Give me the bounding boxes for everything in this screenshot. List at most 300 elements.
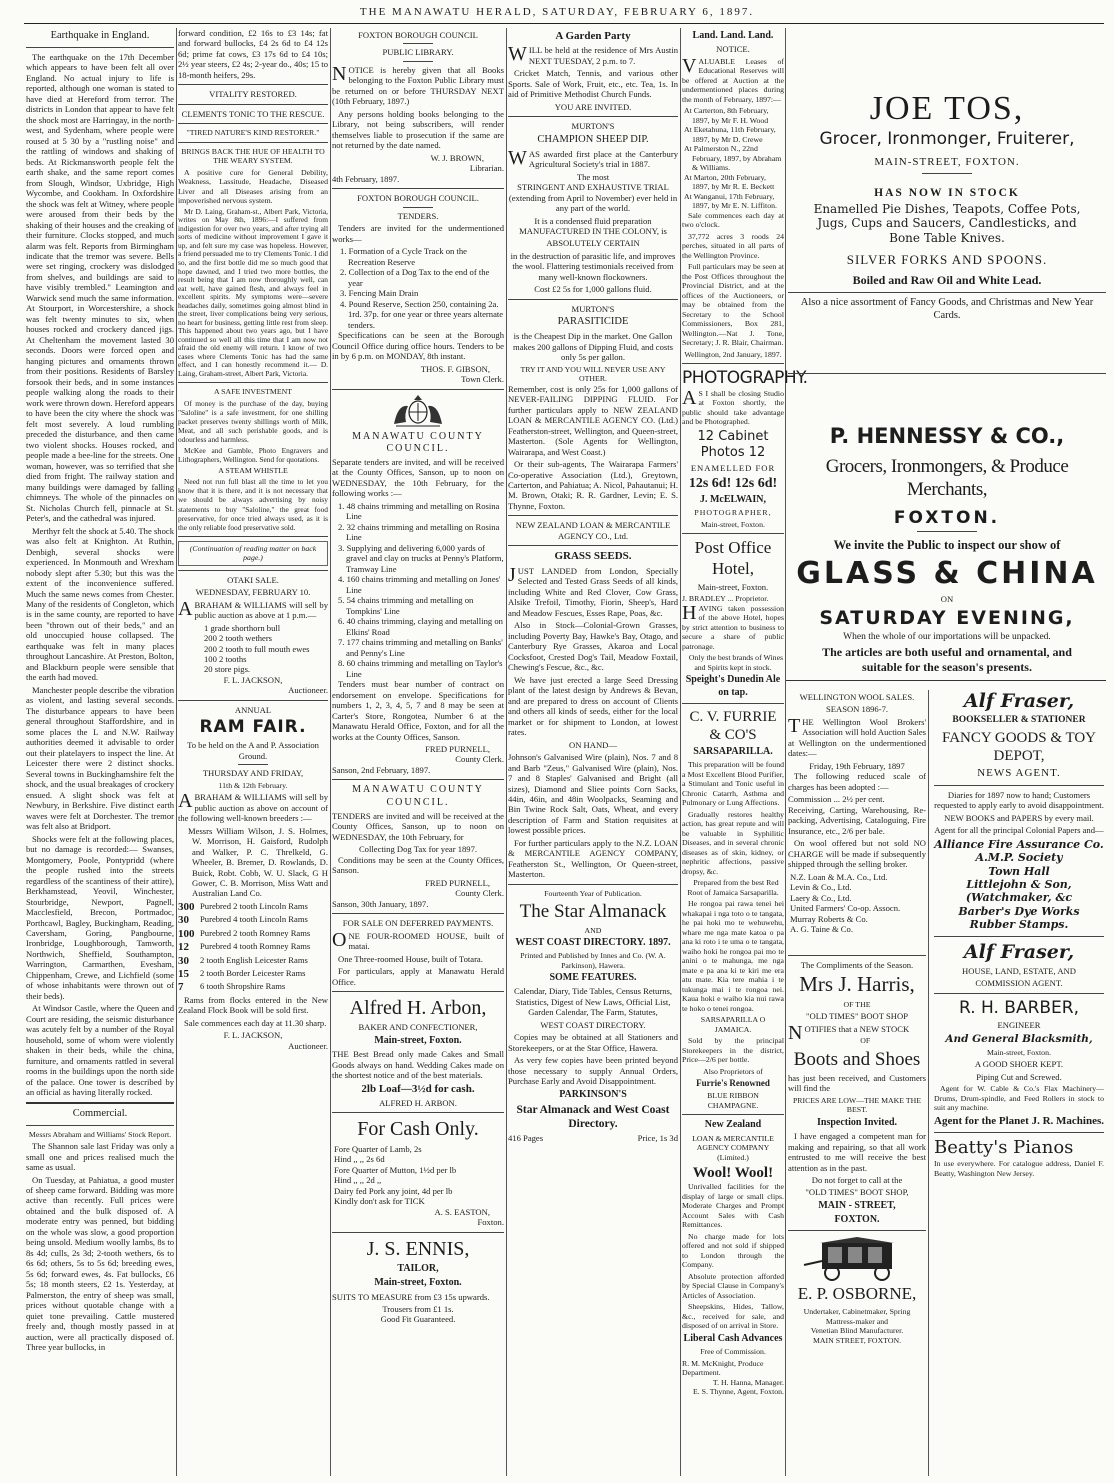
arbon-sign: ALFRED H. ARBON. (379, 1098, 457, 1108)
photography-head: PHOTOGRAPHY. (682, 368, 808, 389)
ram-date-2: 11th & 12th February. (218, 780, 288, 790)
column-earthquake (26, 28, 174, 1476)
mcc2-cond: Conditions may be seen at the County Offices, Sanson. (332, 854, 504, 876)
enamelled: ENAMELLED FOR (690, 462, 776, 473)
otaki-sign-title: Auctioneer. (288, 685, 328, 696)
wool-season: SEASON 1896-7. (825, 704, 889, 715)
hennessy-name: P. HENNESSY & CO., (829, 423, 1065, 448)
arbon-street: Main-street, Foxton. (374, 1034, 462, 1046)
wcd-head: WEST COAST DIRECTORY. (540, 1019, 646, 1030)
column-ads-6-top (788, 28, 1106, 678)
shoer: A GOOD SHOER KEPT. (974, 1059, 1064, 1070)
land-head: Land. Land. Land. (692, 30, 774, 41)
brokers-body: THE Wellington Wool Brokers' Association will hold Auction Sales at Wellington on the undermentioned dates:— (788, 714, 926, 759)
library-body-2: Any persons holding books belonging to the Library, not being subscribers, will render themselves liable to prosecution if the same are not returned by the date named. (332, 108, 504, 151)
barbers-line: Barber's Dye Works (958, 904, 1080, 918)
wool-body: Unrivalled facilities for the display of large or small clips. Moderate Charges and Prompt Account Sales with Cash Remittances. (682, 1182, 784, 1230)
planet-line: Agent for the Planet J. R. Machines. (934, 1114, 1104, 1127)
continuation-note: (Continuation of reading matter on back page.) (178, 541, 328, 566)
list-item: Murray Roberts & Co. (790, 913, 868, 924)
otaki-sign: F. L. JACKSON, (223, 674, 283, 685)
column-rule (176, 28, 177, 1476)
ram-entered: Rams from flocks entered in the New Zealand Flock Book will be sold first. (178, 994, 328, 1016)
mcc-date: Sanson, 2nd February, 1897. (332, 764, 431, 775)
list-item: United Farmers' Co-op. Assocn. (790, 903, 901, 914)
stock-report-subhead: Messrs Abraham and Williams' Stock Report. (28, 1129, 172, 1139)
prices-low: PRICES ARE LOW—THE MAKE THE BEST. (792, 1095, 922, 1115)
column-ads-5 (682, 28, 808, 1476)
agent-cable: Agent for W. Cable & Co.'s Flax Machinery—Drums, Drum-spindle, and Feed Rollers in stock to suit any machine. (934, 1084, 1104, 1113)
unpacked-line: When the whole of our importations will be unpacked. (843, 631, 1051, 642)
cash-sign-place: Foxton. (477, 1217, 504, 1228)
commercial-paragraph: On Tuesday, at Pahiatua, a good muster of sheep came forward. Bidding was more active than recently. Full prices were obtained and the bulk disposed of. A moderate entry was penned, but bidding on the whole was slow, a good proportion being unsold. Medium woolly lambs, 8s to 8s 4d; culls, 2s 3d; 2-tooth wethers, 6s to 6s 6d; others, 5s to 5s 6d; breeding ewes, 5s 6d; forward ewes, 4s. Fat bullocks, £6 5s; 18 month steers, £2 1s. Yesterday, at Palmerston, the entry of sheep was small, prices without quotable change with a quiet tone prevailing. Cattle mustered freely and, though mostly passed in at auction, were all practically disposed of. Three year bullocks, in (26, 1174, 174, 1353)
osborne-venetian: Venetian Blind Manufacturer. (810, 1326, 904, 1336)
otaki-items (202, 623, 328, 675)
stock-head: HAS NOW IN STOCK (874, 186, 1020, 199)
article-paragraph: The earthquake on the 17th December which appears to have been felt all over England. No actual injury to life is reported, although one woman is stated to have died at Hereford from terror. The districts in London that appear to have felt the shock most are Harringay, in the north-west, and Sydenham, where people were roused at 5 30 by a "rustling noise" and the rattling of windows and shaking of beds. At Rickmansworth people felt the earth shake, and the same report comes from Slough, Windsor, Uxbridge, High Wycombe, and Cookham. In Oxfordshire the shock was felt at Witney, where people were aroused from their beds by the shaking of their houses and the creaking of their furniture. Clocks stopped, and much alarm was felt. Reports from Birmingham indicate that the tremor was severe. Bells were set ringing, crockery was dislodged from shelves, and buildings are said to have visibly trembled." Leamington and Warwick send much the same information. At Stourport, in Worcestershire, a shock was felt twenty minutes to six, when houses rocked and crockery danced jigs. At Cheltenham the movement lasted 30 seconds. Doors were forced open and hanging pictures and ornaments thrown from their positions. Residents of Barsley forsook their beds, and in some instances people walking along the roads to their work were thrown down. Hereford appears to have been the city where the shock was felt most severely. A loud rumbling preceded the disturbance, and then came two violent shocks. Houses rocked, and people made a bee-line for the streets. One woman, however, was so terrified that she died from fright. The railway station and many buildings were damaged by falling chimneys. The whole of the pinnacles on St. Nicholas Church fell, pinnacle at St. Peter's, and the cathedral was injured. (26, 51, 174, 524)
grass-body: JUST LANDED from London, Specially Selected and Tested Grass Seeds of all kinds, including White and Red Clover, Cow Grass, Alsike Trefoil, Timothy, Fiorin, Sheep's, Hard and Meadow Fescues, Esses Rape, Poas, &c. (508, 563, 678, 618)
free-commission: Free of Commission. (700, 1347, 766, 1357)
otaki-head: OTAKI SALE. (227, 574, 279, 585)
vitality-head: VITALITY RESTORED. (209, 89, 297, 100)
brokers-list (788, 872, 926, 935)
sale-body-2: One Three-roomed House, built of Totara. (338, 953, 483, 964)
article-paragraph: Merthyr felt the shock at 5.40. The shock was also felt at Knighton. At Ruthin, Denbigh, several shocks were experienced. In Monmouth and Wrexham nobody slept after 5.30; but this was the extent of the inconvenience suffered. Much the same news comes from Chester. Many of the residents of Congleton, which is in the same county, are reported to have been "thrown out of their beds," and an old unoccupied house collapsed. The earthquake was felt in many places throughout Lancashire. At Preston, Bolton, and Blackburn people were sensible that the earth had moved. (26, 525, 174, 683)
land-auctions (682, 106, 784, 211)
compliments: The Compliments of the Season. (800, 959, 914, 970)
coat-of-arms-icon (332, 394, 504, 428)
photographer: PHOTOGRAPHER, (694, 508, 772, 518)
littlejohn-line: Littlejohn & Son, (Watchmaker, &c (965, 877, 1073, 905)
onhand-body: Johnson's Galvanised Wire (plain), Nos. 7 and 8 and Barb "Zeus," Galvanised Wire (plain), Nos. 7 and 8 Staples' Galvanised and Bright (all sizes), Diamond and Sliee points Corn Sacks, 44in, 46in, and 48in Woolpacks, Seaming and Bin Twine Rock Salt, Oats, Wheat, and every description of Farm and Station requisites at lowest possible prices. (508, 752, 678, 836)
received-line: has just been received, and Customers will find the (788, 1072, 926, 1094)
tonic-body: A positive cure for General Debility, Weakness, Lassitude, Headache, Diseased Liver and all Diseases arising from an impoverished nervous system. (178, 167, 328, 206)
parasiticide-body: is the Cheapest Dip in the market. One Gallon makes 200 gallons of Dipping Fluid, and costs only 5s per gallon. (513, 331, 673, 363)
list-item: 1 grade shorthorn bull (204, 622, 281, 633)
article-paragraph: Manchester people describe the vibration as violent, and lasting several seconds. The disturbance appears to have been general throughout Staffordshire, and in some places the L and N.W. Railway authorities deemed it advisable to order out their platelayers to inspect the line. At Leicester there were 2 distinct shocks. Several towns in Buckinghamshire felt the shock, and the usual breakages of crockery ensued. A slight shock was felt at Newbury, in Berkshire. Five distinct earth waves were felt at Dorchester. The tremor was felt also at Bridport. (26, 684, 174, 832)
old-times: "OLD TIMES" BOOT SHOP (806, 1011, 908, 1022)
ennis-fit: Good Fit Guaranteed. (380, 1314, 456, 1325)
star-wcd: WEST COAST DIRECTORY. 1897. (515, 937, 671, 949)
mcc-list (336, 501, 504, 679)
library-date: 4th February, 1897. (332, 173, 400, 184)
bookseller: BOOKSELLER & STATIONER (952, 715, 1086, 726)
library-sign: W. J. BROWN, (430, 152, 484, 163)
sale-body: ONE FOUR-ROOMED HOUSE, built of matai. (332, 928, 504, 952)
photography-body: AS I shall be closing Studio at Foxton shortly, the public should take advantage and be Photographed. (682, 386, 784, 427)
hotel-wines: Only the best brands of Wines and Spirits kept in stock. (688, 653, 784, 672)
murton-absolute: ABSOLUTELY CERTAIN (546, 238, 640, 249)
column-ads-6-right (934, 690, 1104, 1476)
grass-also: Also in Stock—Colonial-Grown Grasses, including Poverty Bay, Hawke's Bay, Otago, and Canterbury Rye Grasses, Akaroa and Local Cocksfoot, Crested Dog's Tail, Meadow Foxtail, Chewing's Fescue, &c., &c. (508, 620, 678, 673)
ram-fair-title: RAM FAIR. (199, 717, 307, 738)
mcc2-body-2: Collecting Dog Tax for year 1897. (358, 844, 478, 855)
list-item: Dairy fed Pork any joint, 4d per lb (334, 1185, 453, 1196)
parkinson-head: PARKINSON'S (559, 1088, 627, 1100)
list-item: 3. Fencing Main Drain (340, 288, 419, 299)
agent-for: Agent for all the principal Colonial Papers and— (934, 825, 1104, 836)
list-item: 200 2 tooth to full mouth ewes (204, 643, 310, 654)
sarsaparilla-jamaica: SARSAPARILLA O JAMAICA. (700, 1015, 766, 1034)
mcc-sign-title: County Clerk. (455, 754, 504, 765)
alliance-line: Alliance Fire Assurance Co. (934, 837, 1104, 851)
star-almanack-head: The Star Almanack (519, 901, 667, 923)
parkinson-title: Star Almanack and West Coast Directory. (516, 1103, 670, 1130)
column-rule (680, 28, 681, 1476)
forget-line: Do not forget to call at the (811, 1174, 903, 1185)
sarsaparilla-body: This preparation will be found a Most Excellent Blood Purifier, a Stimulant and Tonic useful in Chronic Catarrh, Asthma and Pulmonary or Lung Affections. (682, 760, 784, 808)
list-item: Fore Quarter of Mutton, 1½d per lb (334, 1164, 457, 1175)
foxton-2: FOXTON. (834, 1214, 880, 1226)
murton-caps: STRINGENT AND EXHAUSTIVE TRIAL (extending from April to November) ever held in any part of the world. (508, 182, 678, 214)
sarsaparilla-sold: Sold by the principal Storekeepers in the district, Price—2/6 per bottle. (682, 1036, 784, 1065)
murton-fluid: It is a condensed fluid preparation MANUFACTURED IN THE COLONY, is (519, 215, 667, 236)
star-footer (508, 1133, 678, 1143)
amp-line: A.M.P. Society (975, 851, 1063, 865)
column-rule (330, 28, 331, 1476)
ram-row: 100 Purebred 2 tooth Romney Rams (178, 927, 311, 940)
beatty-body: In use everywhere. For catalogue address, Daniel F. Beatty, Washington New Jersey. (934, 1159, 1104, 1178)
library-body: NOTICE is hereby given that all Books belonging to the Foxton Public Library must be returned on or before THURSDAY NEXT (10th February, 1897.) (332, 62, 504, 107)
grass-dressing: We have just erected a large Seed Dressing plant of the latest design by Andrews & Bevan, and are prepared to dress on account of Clients and others all kinds of seeds, either for the local market or for shipment to London, at lowest rates. (508, 674, 678, 738)
murton-cost: Cost £2 5s for 1,000 gallons fluid. (534, 284, 652, 295)
speight-ale: Speight's Dunedin Ale on tap. (685, 674, 781, 698)
onhand-head: ON HAND— (569, 739, 617, 750)
articles-line: The articles are both useful and ornamental, and suitable for the season's presents. (822, 645, 1072, 674)
list-item: At Wanganui, 17th February, 1897, by Mr E. N. Liffiton. (684, 191, 777, 211)
wool-body-3: Absolute protection afforded by Special Clause in Company's Articles of Association. (682, 1271, 784, 1300)
engaged-body: I have engaged a competent man for making and repairing, so that all work entrusted to me will receive the best attention as in the past. (788, 1131, 926, 1173)
arbon-body: THE Best Bread only made Cakes and Small Goods always on hand. Wedding Cakes made on the shortest notice and of the best materials. (332, 1049, 504, 1081)
beatty-ad (934, 1137, 1104, 1159)
hearse-icon (788, 1235, 926, 1281)
diaries-line: Diaries for 1897 now to hand; Customers requested to apply early to avoid disappointment. (934, 789, 1104, 811)
ram-sale: Sale commences each day at 11.30 sharp. (184, 1017, 327, 1028)
inspection-invited: Inspection Invited. (816, 1116, 897, 1128)
osborne-name: E. P. OSBORNE, (797, 1284, 917, 1304)
list-item: 200 2 tooth wethers (204, 633, 273, 644)
list-item: 6. 40 chains trimming, claying and metalling on Elkins' Road (338, 616, 503, 637)
receiving-line: Receiving, Carting, Warehousing, Re-packing, Advertising, Cataloguing, Fire Insurance, etc., 2/6 per bale. (788, 804, 926, 836)
silver-head: SILVER FORKS AND SPOONS. (846, 251, 1048, 267)
wool-sales-head: WELLINGTON WOOL SALES. (799, 692, 915, 702)
commission-agent: COMMISSION AGENT. (975, 978, 1063, 989)
murton-destruction: in the destruction of parasitic life, and improves the wool. Flattering testimonials received from many well-known flockowners. (510, 250, 676, 282)
ram-row: 300 Purebred 2 tooth Lincoln Rams (178, 900, 308, 913)
parasiticide-try: TRY IT AND YOU WILL NEVER USE ANY OTHER. (520, 364, 666, 384)
of-line: OF (860, 1036, 871, 1046)
garden-head: A Garden Party (555, 30, 631, 42)
list-item: At Carterton, 8th February, 1897, by Mr F. H. Wood (684, 106, 769, 125)
tenders-head: FOXTON BOROUGH COUNCIL. (357, 193, 479, 204)
list-item: Hind ,, ,, 2s 6d (334, 1154, 385, 1165)
townhall-line: Town Hall (988, 864, 1050, 878)
land-date: Wellington, 2nd January, 1897. (684, 349, 782, 359)
oil-head: Boiled and Raw Oil and White Lead. (852, 273, 1042, 288)
cabinet-photos: 12 Cabinet Photos 12 (697, 428, 769, 460)
list-item: Kindly don't ask for TICK (334, 1196, 425, 1207)
stock-items: Enamelled Pie Dishes, Teapots, Coffee Pots, Jugs, Cups and Saucers, Candlesticks, and Bone Table Knives. (813, 201, 1081, 245)
list-item: 4. 160 chains trimming and metalling on Jones' Line (338, 574, 501, 595)
ram-sign: F. L. JACKSON, (223, 1030, 283, 1041)
barber-street: Main-street, Foxton. (987, 1047, 1051, 1057)
column-rule (785, 28, 786, 1476)
ram-sign-title: Auctioneer. (288, 1040, 328, 1051)
land-acres: 37,772 acres 3 roods 24 perches, situated in all parts of the Wellington Province. (682, 231, 784, 260)
ennis-street: Main-street, Foxton. (374, 1277, 462, 1289)
arbon-name: Alfred H. Arbon, (349, 997, 487, 1020)
joe-tos-also: Also a nice assortment of Fancy Goods, and Christmas and New Year Cards. (800, 296, 1094, 321)
features-head: SOME FEATURES. (549, 972, 637, 984)
list-item: Fore Quarter of Lamb, 2s (334, 1143, 422, 1154)
list-item: Hind ,, ,, 2d ,, (334, 1175, 382, 1186)
tenders-sub: TENDERS. (397, 210, 439, 221)
garden-invite: YOU ARE INVITED. (554, 101, 632, 112)
star-and: AND (584, 925, 602, 935)
grass-head: GRASS SEEDS. (554, 550, 632, 563)
ram-breeders: Messrs William Wilson, J. S. Holmes, W. Morrison, H. Gaisford, Rudolph and Walker, P. C. Threlkeld, G. Wheeler, B. Bremer, D. Rowlands, D. Buick, Robt. Cobb, W. U. Slack, G H Gower, C. B. Morrison, Miss Watt and Australian Land Co. (188, 825, 328, 899)
engravers-ad: McKee and Gamble, Photo Engravers and Lithographers, Wellington. Send for quotations. (178, 445, 328, 464)
column-ads-6-left (788, 690, 926, 1476)
photo-price: 12s 6d! 12s 6d! (688, 476, 778, 492)
mcc2-head: MANAWATU COUNTY COUNCIL. (352, 784, 484, 808)
brings-head: BRINGS BACK THE HUE OF HEALTH TO THE WEARY SYSTEM. (181, 146, 325, 166)
hennessy-place: FOXTON. (893, 507, 1001, 528)
features-body: Calendar, Diary, Tide Tables, Census Returns, Statistics, Digest of New Laws, Official List, Garden Calendar, The Farm, Statutes, (513, 986, 673, 1018)
hanna: T. H. Hanna, Manager. (712, 1377, 784, 1387)
investment-head: A SAFE INVESTMENT (214, 387, 292, 397)
list-item: Laery & Co., Ltd. (790, 892, 852, 903)
list-item: 2. Collection of a Dog Tax to the end of the year (340, 267, 490, 288)
tenders-list (338, 246, 504, 330)
ram-row: 15 2 tooth Border Leicester Rams (178, 967, 306, 980)
ram-row: 7 6 tooth Shropshire Rams (178, 981, 286, 994)
steam-head: A STEAM WHISTLE (218, 465, 288, 475)
ennis-body: SUITS TO MEASURE from £3 15s upwards. (332, 1291, 490, 1302)
commercial-paragraph: The Shannon sale last Friday was only a small one and prices realised much the same as usual. (26, 1141, 174, 1173)
otaki-body: ABRAHAM & WILLIAMS will sell by public auction as above at 1 p.m.— (178, 597, 328, 621)
mcc2-date: Sanson, 30th January, 1897. (332, 898, 429, 909)
column-rule (506, 28, 507, 1476)
clements-head: CLEMENTS TONIC TO THE RESCUE. (181, 108, 325, 119)
mcc-tail: Tenders must bear number of contract on endorsement on envelope. Specifications for numbers 1, 2, 3, 4, 5, 7 and 8 may be seen at Carter's Store, Rongotea, Number 6 at the Manawatu Herald Office, Foxton, and for all the works at the County Offices, Sanson. (332, 679, 504, 742)
glass-china: GLASS & CHINA (796, 555, 1098, 591)
boots-shoes: Boots and Shoes (793, 1048, 921, 1070)
ram-body: ABRAHAM & WILLIAMS will sell by public auction as above on account of the following well-known breeders :— (178, 790, 328, 824)
house-land: HOUSE, LAND, ESTATE, AND (962, 965, 1076, 976)
engineer: ENGINEER (997, 1020, 1041, 1031)
osborne-street: MAIN STREET, FOXTON. (812, 1335, 902, 1345)
onhand-apply: For further particulars apply to the N.Z. LOAN & MERCANTILE AGENCY COMPANY, Featherston St., Wellington, Or Queen-street, Masterton. (508, 837, 678, 880)
old-times-2: "OLD TIMES" BOOT SHOP, (805, 1187, 909, 1198)
tonic-testimonial: Mr D. Laing, Graham-st., Albert Park, Victoria, writes on May 8th, 1896:—I suffered from indigestion for over two years, and after trying all sorts of medicine without improvement I gave it up, and felt sure my case was hopeless. However, a friend persuaded me to try Clements Tonic. I did so, and the first bottle did me so much good that hope dawned, and I tried two more bottles, the result being that I am now thoroughly well, can eat well, have gained flesh, and always feel in excellent spirits. My symptoms were—severe headaches daily, sometimes going almost blind in the street, liver complications being very serious, no heart for business, getting little rest from sleep. This happened about two years ago, but I have continued so well all this time that I am now not afraid the old enemy will return. I know of two cases where Clements Tonic has had the same effect, and I can honestly recommend it.— D. Laing, Graham-street, Albert Park, Victoria. (178, 206, 328, 378)
murton-body: WAS awarded first place at the Canterbury Agricultural Society's trial in 1887. (508, 146, 678, 170)
list-item: 5. 54 chains trimming and metalling on Tompkins' Line (338, 595, 474, 616)
earthquake-headline: Earthquake in England. (50, 30, 150, 41)
ram-list (178, 901, 328, 995)
parasiticide: PARASITICIDE (557, 316, 629, 328)
ennis-name: J. S. ENNIS, (366, 1237, 470, 1260)
star-printed: Printed and Published by Innes and Co. (W. A. Parkinson), Hawera. (520, 951, 666, 970)
joe-tos-trade: Grocer, Ironmonger, Fruiterer, (819, 129, 1075, 150)
hennessy-trade: Grocers, Ironmongers, & Produce Merchants, (825, 456, 1069, 501)
section-rule (786, 680, 1106, 681)
list-item: At Palmerston N., 22nd February, 1897, by Abraham & Williams. (684, 144, 782, 173)
beatty-title: Beatty's Pianos (934, 1137, 1074, 1159)
hotel-proprietor: J. BRADLEY ... Proprietor. (682, 594, 769, 604)
murton-most: The most (576, 171, 610, 182)
column-ads-3 (332, 28, 504, 1476)
column-ads-4 (508, 28, 678, 1476)
of-the: OF THE (843, 999, 871, 1009)
list-item: A. G. Taine & Co. (790, 924, 853, 935)
rubber-line: Rubber Stamps. (969, 918, 1069, 932)
sale-apply: For particulars, apply at Manawatu Herald Office. (332, 966, 504, 987)
cash-sign: A. S. EASTON, (434, 1206, 490, 1217)
list-item: Levin & Co., Ltd. (790, 882, 852, 893)
main-street-2: MAIN - STREET, (818, 1199, 896, 1211)
garden-body: WILL be held at the residence of Mrs Austin NEXT TUESDAY, 2 p.m. to 7. (508, 43, 678, 66)
alf-fraser: Alf Fraser, (963, 690, 1075, 712)
ram-held: To be held on the A and P. Association Ground. (187, 740, 319, 761)
commercial-headline: Commercial. (72, 1107, 128, 1119)
star-few: As very few copies have been printed beyond those necessary to supply Annual Orders, Purchase Early and Avoid Disappointment. (508, 1055, 678, 1087)
murton-2: MURTON'S (571, 303, 615, 314)
tired-head: "TIRED NATURE'S KIND RESTORER." (186, 128, 320, 138)
mcc-sign: FRED PURNELL, (425, 743, 490, 754)
furrie-head: C. V. FURRIE & CO'S (689, 708, 777, 743)
column-rule (928, 690, 929, 1476)
list-item: 7. 177 chains trimming and metalling on Banks' and Penny's Line (338, 637, 503, 658)
mcelwain: J. McELWAIN, (699, 494, 767, 506)
library-sign-title: Librarian. (469, 163, 504, 174)
list-item: 1. Formation of a Cycle Track on the Recreation Reserve (340, 246, 467, 267)
notifies: NOTIFIES that a NEW STOCK (788, 1021, 910, 1044)
ram-date: THURSDAY AND FRIDAY, (202, 768, 304, 779)
photographer-street: Main-street, Foxton. (701, 519, 765, 529)
joe-tos-name: JOE TOS, (869, 90, 1025, 127)
otaki-date: WEDNESDAY, FEBRUARY 10. (195, 587, 311, 598)
news-agent: NEWS AGENT. (977, 767, 1061, 780)
arbon-trade: BAKER AND CONFECTIONER, (358, 1022, 478, 1033)
charges-body: The following reduced scale of charges has been adopted :— (788, 771, 926, 792)
ram-row: 12 Purebred 4 tooth Romney Rams (178, 941, 311, 954)
sarsaparilla-head: SARSAPARILLA. (693, 746, 773, 758)
cash-head: For Cash Only. (357, 1118, 479, 1141)
post-office-hotel: Post Office Hotel, (694, 538, 772, 579)
also-proprietors: Also Proprietors of (703, 1066, 763, 1076)
list-item: At Marton, 20th February, 1897, by Mr R. E. Beckett (684, 172, 775, 192)
mcc2-body: TENDERS are invited and will be received at the County Offices, Sanson, up to noon on WEDNESDAY, the 10th February, for (332, 810, 504, 842)
ennis-trousers: Trousers from £1 1s. (382, 1304, 454, 1314)
nzl-head: NEW ZEALAND LOAN & MERCANTILE AGENCY CO., Ltd. (515, 520, 671, 541)
tenders-spec: Specifications can be seen at the Borough Council Office during office hours. Tenders to be in by 6 p.m. on MONDAY, 8th instant. (332, 330, 504, 362)
sarsaparilla-maori: He rongoa pai rawa tenei hei whakapai i nga toto o te tangata, he pai hoki mo te wehuwehu, whare me nga mate katoa o pa ana ki roto i te uma o te tangata, waiho hoki he rongoa pai mo te anini o te mahunga, me nga mate e pa ana ki te kiri me era atu mate. Kia tere mahia i te tukunga mai i te rongoa nei. Kaua hoki e waiho kia nui rawa te hoko o tenei rongoa. (682, 899, 784, 1013)
mcc-head: MANAWATU COUNTY COUNCIL. (352, 430, 484, 454)
barber-name: R. H. BARBER, (958, 997, 1080, 1018)
parasiticide-remember: Remember, cost is only 25s for 1,000 gallons of NEVER-FAILING DIPPING FLUID. For further particulars apply to NEW ZEALAND LOAN & MERCANTILE AGENCY CO. (Ltd.) Featherston-street, Wellington, and Queen-street, Masterton. (Sole Agents for Wellington, Wairarapa, and West Coast.) (508, 383, 678, 457)
blacksmith: And General Blacksmith, (945, 1032, 1093, 1045)
invite-line: We invite the Public to inspect our show of (833, 538, 1061, 553)
column-ads-2 (178, 28, 328, 1476)
ram-row: 30 2 tooth English Leicester Rams (178, 954, 308, 967)
wool-body-4: Sheepskins, Hides, Tallow, &c., received for sale, and disposed of on arrival in Store. (682, 1302, 784, 1331)
garden-body-2: Cricket Match, Tennis, and various other Sports. Sale of Work, Fruit, etc., etc. Tea, 1s. In aid of Primitive Methodist Church Funds. (508, 68, 678, 100)
mcknight: R. M. McKnight, Produce Department. (682, 1358, 764, 1378)
champagne: BLUE RIBBON CHAMPAGNE. (707, 1091, 759, 1110)
osborne-trade: Undertaker, Cabinetmaker, Spring Mattress-maker and (803, 1307, 911, 1326)
land-sale: Sale commences each day at two o'clock. (682, 210, 784, 230)
list-item: 100 2 tooths (204, 654, 247, 664)
star-pages: 416 Pages (508, 1132, 544, 1143)
hotel-street: Main-street, Foxton. (697, 581, 769, 592)
star-price: Price, 1s 3d (637, 1132, 678, 1143)
cash-list (332, 1144, 504, 1207)
new-books: NEW BOOKS and PAPERS by every mail. (944, 812, 1094, 823)
furrie-renowned: Furrie's Renowned (696, 1078, 770, 1089)
nz-loan: LOAN & MERCANTILE AGENCY COMPANY (Limited.) (692, 1133, 774, 1162)
fancy-goods: FANCY GOODS & TOY DEPOT, (941, 729, 1097, 765)
sarsaparilla-prep: Prepared from the best Red Root of Jamaica Sarsaparilla. (687, 878, 779, 897)
ennis-trade: TAILOR, (397, 1263, 439, 1275)
masthead-rule (24, 23, 1104, 24)
tenders-intro: Tenders are invited for the undermentioned works— (332, 223, 504, 244)
list-item: 8. 60 chains trimming and metalling on Taylor's Line (338, 658, 503, 679)
steam-body: Need not run full blast all the time to let you know that it is there, and it is not necessary that we should be always advertising by noisy statements to buy "Saloline," the great food preservative, for once tried always used, as it is the only reliable food preservative sold. (178, 477, 328, 532)
land-full: Full particulars may be seen at the Post Offices throughout the Provincial District, and at the offices of the Auctioneers, or may be obtained from the Secretary to the School Commissioners, Box 281, Wellington.—Nat J. Tone, Secretary; J. R. Blair, Chairman. (682, 262, 784, 348)
mcc2-sign-title: County Clerk. (455, 888, 504, 899)
piping: Piping Cut and Screwed. (976, 1071, 1062, 1082)
ram-row: 30 Purebred 4 tooth Lincoln Rams (178, 914, 308, 927)
glass-on: ON (940, 594, 954, 605)
library-head: FOXTON BOROUGH COUNCIL (358, 30, 478, 40)
thynne: E. S. Thynne, Agent, Foxton. (692, 1387, 784, 1397)
sarsaparilla-body-2: Gradually restores healthy action, has great repute and will be valuable in Syphilitic Diseases, and in several chronic diseases as of skin, kidney, or nephritic affections, passive dropsy, &c. (682, 809, 784, 876)
list-item: 2. 32 chains trimming and metalling on Rosina Line (338, 521, 500, 543)
tenders-sign: THOS. F. GIBSON, (420, 363, 490, 374)
mcc-body: Separate tenders are invited, and will be received at the County Offices, Sanson, up to noon on WEDNESDAY, the 10th February, for the following works :— (332, 456, 504, 499)
masthead: THE MANAWATU HERALD, SATURDAY, FEBRUARY 6, 1897. (359, 6, 755, 18)
list-item: At Eketahuna, 11th February, 1897, by Mr D. Crewe (684, 125, 776, 144)
star-copies: Copies may be obtained at all Stationers and Storekeepers, or at the Star Office, Hawera. (508, 1032, 678, 1053)
alf-fraser-2: Alf Fraser, (963, 940, 1075, 963)
murton-dip: CHAMPION SHEEP DIP. (537, 133, 649, 145)
land-body: VALUABLE Leases of Educational Reserves will be offered at Auction at the undermentioned places during the month of February, 1897:— (682, 54, 784, 104)
commercial-continued: forward condition, £2 16s to £3 14s; fat and forward bullocks, £4 2s 6d to £4 12s 6d; prime fat cows, £3 17s 6d to £4 10s; 2½ year steers, £2 4s; 2-year do., 40s; 15 to 18-month heifers, 29s. (178, 28, 328, 80)
wool-head: Wool! Wool! (692, 1165, 774, 1182)
hotel-body: HAVING taken possession of the above Hotel, hopes by strict attention to business to secure a share of public patronage. (682, 601, 784, 651)
tenders-sign-title: Town Clerk. (461, 374, 504, 385)
wool-friday: Friday, 19th February, 1897 (809, 760, 905, 771)
parasiticide-subagents: Or their sub-agents, The Wairarapa Farmers' Co-operative Association (Ltd.), Greytown, Carterton, and Pahiatua; A. Nicol, Pahautanui; H. M. Brown, Otaki; R. R. Gardner, Levin; E. S. Thynne, Foxton. (508, 459, 678, 511)
commission-line: Commission ... 2½ per cent. (788, 794, 885, 805)
nz-head: New Zealand (704, 1119, 762, 1131)
wool-body-2: No charge made for lots offered and not sold if shipped to London through the Company. (682, 1231, 784, 1270)
onwool-line: On wool offered but not sold NO CHARGE will be made if subsequently shipped through the selling broker. (788, 838, 926, 870)
fourteenth-year: Fourteenth Year of Publication. (544, 888, 642, 898)
list-item: 20 store pigs. (204, 664, 251, 675)
library-sub: PUBLIC LIBRARY. (382, 47, 454, 58)
saturday-evening: SATURDAY EVENING, (819, 606, 1075, 629)
harris-name: Mrs J. Harris, (799, 972, 915, 997)
annual-head: ANNUAL (234, 704, 272, 715)
mcc2-sign: FRED PURNELL, (425, 877, 490, 888)
joe-tos-street: MAIN-STREET, FOXTON. (874, 156, 1020, 169)
arbon-loaf: 2lb Loaf—3½d for cash. (361, 1082, 475, 1095)
article-paragraph: Shocks were felt at the following places, but no damage is recorded:— Swanses, Montgomery, Poole, Pontypridd (where the people rushed into the streets regardless of the scantiness of their attire), Berkhamstead, Yeovil, Winchester, Stourbridge, Newport, Pagnell, Macclesfield, Brecon, Portmadoc, Porthcawl, Bagley, Buckingham, Reading, Caversham, Goring, Pangbourne, Ironbridge, Loughborough, Tamworth, Northwich, Sheffield, Southampton, Warrington, Carmarthen, Evesham, Chippenham, Crewe, and Lichfield (some of whose inhabitants were thrown out of their beds). (26, 833, 174, 1001)
murton-1: MURTON'S (571, 121, 615, 132)
list-item: N.Z. Loan & M.A. Co., Ltd. (790, 871, 888, 882)
